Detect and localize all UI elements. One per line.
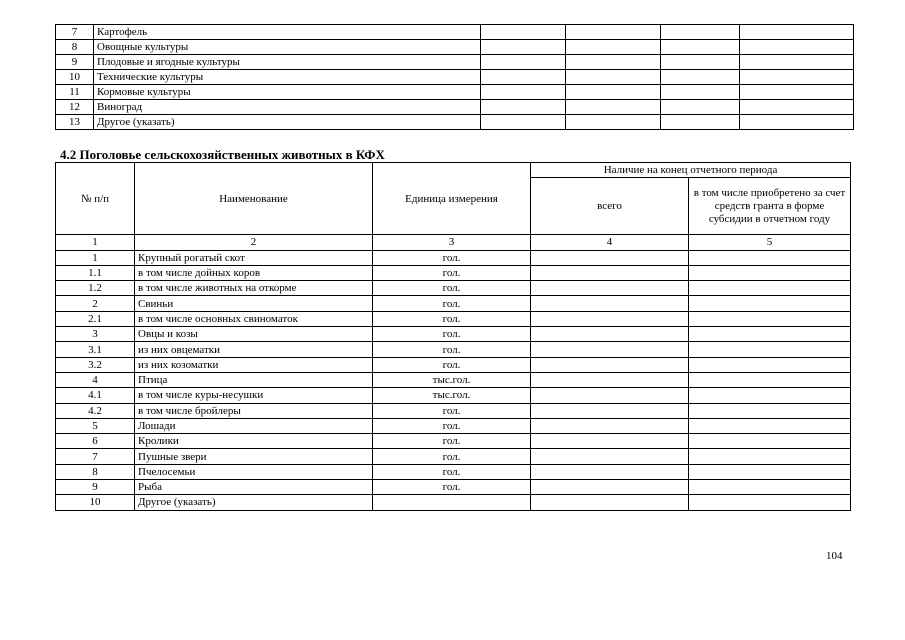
livestock-row-num: 4.2: [56, 403, 135, 418]
crop-row-cell[interactable]: [661, 115, 740, 130]
livestock-row-name: Птица: [135, 372, 373, 387]
livestock-row-unit: гол.: [373, 464, 531, 479]
crop-row-cell[interactable]: [740, 100, 854, 115]
livestock-row: [56, 449, 851, 464]
livestock-grant-cell[interactable]: [689, 357, 851, 372]
livestock-total-cell[interactable]: [531, 480, 689, 495]
livestock-row: [56, 418, 851, 433]
livestock-row-unit: гол.: [373, 327, 531, 342]
livestock-row-name: Пушные звери: [135, 449, 373, 464]
livestock-total-cell[interactable]: [531, 464, 689, 479]
livestock-row-unit: гол.: [373, 480, 531, 495]
crop-row: [56, 100, 854, 115]
crop-row-num: 8: [56, 40, 94, 55]
livestock-row: [56, 434, 851, 449]
livestock-row-name: Другое (указать): [135, 495, 373, 510]
crop-row-name: Картофель: [94, 25, 481, 40]
livestock-total-cell[interactable]: [531, 250, 689, 265]
crop-row-cell[interactable]: [740, 115, 854, 130]
crop-row: [56, 25, 854, 40]
crop-row-cell[interactable]: [566, 70, 661, 85]
livestock-total-cell[interactable]: [531, 403, 689, 418]
crop-row-name: Виноград: [94, 100, 481, 115]
livestock-total-cell[interactable]: [531, 372, 689, 387]
livestock-row-unit: гол.: [373, 281, 531, 296]
livestock-row: [56, 327, 851, 342]
livestock-row: [56, 281, 851, 296]
livestock-row-name: из них козоматки: [135, 357, 373, 372]
livestock-row: [56, 342, 851, 357]
livestock-total-cell[interactable]: [531, 449, 689, 464]
livestock-row-name: в том числе животных на откорме: [135, 281, 373, 296]
crop-row-cell[interactable]: [481, 25, 566, 40]
livestock-grant-cell[interactable]: [689, 403, 851, 418]
livestock-row-unit: гол.: [373, 296, 531, 311]
crop-row-cell[interactable]: [481, 115, 566, 130]
col-number: 1: [56, 235, 135, 250]
crop-row: [56, 55, 854, 70]
crop-row-cell[interactable]: [740, 40, 854, 55]
livestock-row-unit: [373, 495, 531, 510]
livestock-row-num: 10: [56, 495, 135, 510]
livestock-row: [56, 480, 851, 495]
crop-row-name: Овощные культуры: [94, 40, 481, 55]
header-total: всего: [531, 178, 689, 235]
livestock-total-cell[interactable]: [531, 281, 689, 296]
crop-row-cell[interactable]: [661, 85, 740, 100]
crop-row-cell[interactable]: [566, 55, 661, 70]
col-number: 5: [689, 235, 851, 250]
livestock-grant-cell[interactable]: [689, 388, 851, 403]
livestock-row-name: Лошади: [135, 418, 373, 433]
livestock-total-cell[interactable]: [531, 296, 689, 311]
crop-row-cell[interactable]: [481, 100, 566, 115]
livestock-row: [56, 357, 851, 372]
livestock-row-num: 3: [56, 327, 135, 342]
livestock-grant-cell[interactable]: [689, 281, 851, 296]
crop-row-cell[interactable]: [566, 25, 661, 40]
crop-row-cell[interactable]: [661, 100, 740, 115]
col-number: 4: [531, 235, 689, 250]
livestock-row-name: Крупный рогатый скот: [135, 250, 373, 265]
section-title: 4.2 Поголовье сельскохозяйственных животных в КФХ: [60, 147, 385, 162]
livestock-row-unit: гол.: [373, 250, 531, 265]
livestock-row: [56, 388, 851, 403]
crop-row: [56, 115, 854, 130]
livestock-total-cell[interactable]: [531, 434, 689, 449]
crop-row-num: 12: [56, 100, 94, 115]
header-period: Наличие на конец отчетного периода: [531, 163, 851, 178]
livestock-row-unit: гол.: [373, 434, 531, 449]
livestock-row-num: 9: [56, 480, 135, 495]
crop-row-cell[interactable]: [481, 55, 566, 70]
header-num: № п/п: [56, 163, 135, 235]
crop-row-cell[interactable]: [740, 25, 854, 40]
livestock-row-name: Кролики: [135, 434, 373, 449]
livestock-row: [56, 265, 851, 280]
crop-row-cell[interactable]: [661, 40, 740, 55]
livestock-row-num: 8: [56, 464, 135, 479]
livestock-row: [56, 464, 851, 479]
crop-row-name: Плодовые и ягодные культуры: [94, 55, 481, 70]
crop-row: [56, 85, 854, 100]
header-name: Наименование: [135, 163, 373, 235]
crop-row-cell[interactable]: [661, 70, 740, 85]
livestock-row-name: Свиньи: [135, 296, 373, 311]
livestock-row: [56, 311, 851, 326]
livestock-row-unit: гол.: [373, 265, 531, 280]
header-unit: Единица измерения: [373, 163, 531, 235]
crops-table: [55, 24, 854, 130]
livestock-grant-cell[interactable]: [689, 296, 851, 311]
livestock-total-cell[interactable]: [531, 495, 689, 510]
header-row: [56, 163, 851, 178]
crop-row-name: Технические культуры: [94, 70, 481, 85]
crop-row-cell[interactable]: [566, 40, 661, 55]
column-number-row: [56, 235, 851, 250]
livestock-row-num: 2.1: [56, 311, 135, 326]
crop-row-name: Кормовые культуры: [94, 85, 481, 100]
livestock-grant-cell[interactable]: [689, 434, 851, 449]
crop-row-num: 11: [56, 85, 94, 100]
livestock-row-unit: гол.: [373, 403, 531, 418]
livestock-total-cell[interactable]: [531, 327, 689, 342]
livestock-row-unit: гол.: [373, 342, 531, 357]
livestock-row-name: из них овцематки: [135, 342, 373, 357]
crop-row-cell[interactable]: [661, 25, 740, 40]
livestock-row-unit: тыс.гол.: [373, 372, 531, 387]
livestock-grant-cell[interactable]: [689, 265, 851, 280]
livestock-row: [56, 250, 851, 265]
livestock-grant-cell[interactable]: [689, 311, 851, 326]
livestock-total-cell[interactable]: [531, 357, 689, 372]
livestock-row-name: в том числе основных свиноматок: [135, 311, 373, 326]
crop-row-num: 9: [56, 55, 94, 70]
livestock-row-name: Овцы и козы: [135, 327, 373, 342]
page-number: 104: [826, 550, 843, 562]
livestock-row-num: 4: [56, 372, 135, 387]
crop-row-cell[interactable]: [481, 40, 566, 55]
col-number: 2: [135, 235, 373, 250]
livestock-grant-cell[interactable]: [689, 449, 851, 464]
livestock-row-num: 3.2: [56, 357, 135, 372]
livestock-row-unit: гол.: [373, 449, 531, 464]
crop-row-cell[interactable]: [566, 115, 661, 130]
livestock-grant-cell[interactable]: [689, 480, 851, 495]
livestock-row-num: 5: [56, 418, 135, 433]
livestock-grant-cell[interactable]: [689, 327, 851, 342]
livestock-row-num: 2: [56, 296, 135, 311]
livestock-grant-cell[interactable]: [689, 342, 851, 357]
livestock-grant-cell[interactable]: [689, 495, 851, 510]
crop-row-cell[interactable]: [740, 85, 854, 100]
crop-row-cell[interactable]: [566, 100, 661, 115]
livestock-total-cell[interactable]: [531, 311, 689, 326]
livestock-row-num: 1: [56, 250, 135, 265]
crop-row-num: 7: [56, 25, 94, 40]
livestock-row-unit: гол.: [373, 418, 531, 433]
crop-row-num: 10: [56, 70, 94, 85]
livestock-row-name: Рыба: [135, 480, 373, 495]
crop-row-cell[interactable]: [481, 70, 566, 85]
livestock-row-num: 7: [56, 449, 135, 464]
livestock-row: [56, 495, 851, 510]
crop-row-cell[interactable]: [566, 85, 661, 100]
crop-row-name: Другое (указать): [94, 115, 481, 130]
livestock-row-num: 4.1: [56, 388, 135, 403]
livestock-grant-cell[interactable]: [689, 464, 851, 479]
livestock-row-num: 3.1: [56, 342, 135, 357]
crop-row-cell[interactable]: [740, 55, 854, 70]
crop-row-num: 13: [56, 115, 94, 130]
header-grant: в том числе приобретено за счет средств гранта в форме субсидии в отчетном году: [689, 178, 851, 235]
crop-row-cell[interactable]: [740, 70, 854, 85]
livestock-grant-cell[interactable]: [689, 418, 851, 433]
livestock-table: [55, 162, 851, 511]
crop-row: [56, 70, 854, 85]
livestock-total-cell[interactable]: [531, 418, 689, 433]
livestock-row-name: в том числе бройлеры: [135, 403, 373, 418]
livestock-total-cell[interactable]: [531, 388, 689, 403]
livestock-row-num: 1.2: [56, 281, 135, 296]
crop-row: [56, 40, 854, 55]
col-number: 3: [373, 235, 531, 250]
livestock-row: [56, 296, 851, 311]
livestock-row-name: Пчелосемьи: [135, 464, 373, 479]
livestock-row: [56, 403, 851, 418]
livestock-grant-cell[interactable]: [689, 372, 851, 387]
crop-row-cell[interactable]: [661, 55, 740, 70]
livestock-row: [56, 372, 851, 387]
livestock-row-name: в том числе дойных коров: [135, 265, 373, 280]
livestock-row-unit: гол.: [373, 357, 531, 372]
livestock-row-unit: тыс.гол.: [373, 388, 531, 403]
livestock-row-name: в том числе куры-несушки: [135, 388, 373, 403]
livestock-grant-cell[interactable]: [689, 250, 851, 265]
crop-row-cell[interactable]: [481, 85, 566, 100]
livestock-total-cell[interactable]: [531, 265, 689, 280]
livestock-total-cell[interactable]: [531, 342, 689, 357]
livestock-row-unit: гол.: [373, 311, 531, 326]
livestock-row-num: 1.1: [56, 265, 135, 280]
livestock-row-num: 6: [56, 434, 135, 449]
